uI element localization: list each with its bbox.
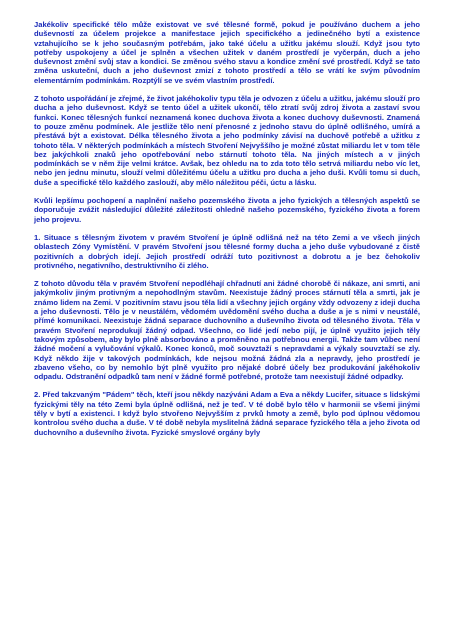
paragraph-5: Z tohoto důvodu těla v pravém Stvoření nepodléhají chřadnutí ani žádné chorobě či nákaze, ani smrti, ani jakýmkoliv jiným protivným a nepohodlným stavům. Neexistuje žádný proces stárnutí těla a smrti, jak je známo lidem na Zemi. V pozitivním stavu jsou těla lidí a všechny jejich orgány vždy odvozeny z ideji ducha a jeho duševnosti. Tělo je v neustálém, vědomém uvědomění svého ducha a duše a je s nimi v neustálé, přímé komunikaci. Neexistuje žádná separace duchovního a duševního života od tělesného života. Těla v pravém Stvoření neprodukují žádný odpad. Všechno, co lidé jedí nebo pijí, je úplně využito jejich těly takovým způsobem, aby bylo plně absorbováno a proměněno na potřebnou energii. Takže tam vůbec není žádné močení a vylučování výkalů. Konec konců, moč souvztaží s nepravdami a výkaly souvztaží se zly. Když někdo žije v takových podmínkách, kde nejsou možná žádná zla a nepravdy, jeho prostředí je zbaveno všeho, co by nemohlo být plně využito pro nějaké dobré účely bez produkování jakéhokoliv odpadu. Odstranění odpadků tam není v žádné formě potřebné, protože tam neexistují žádné odpadky.: [34, 279, 420, 382]
paragraph-2: Z tohoto uspořádání je zřejmé, že život jakéhokoliv typu těla je odvozen z účelu a užitku, jakému slouží pro ducha a jeho duševnost. Když se tento účel a užitek ukončí, tělo ztratí svůj zdroj života a zastaví svou funkci. Konec tělesných funkcí neznamená konec duchova života a konec duchovy duševnosti. Znamená to pouze změnu podmínek. Ale jestliže tělo není přenosné z jednoho stavu do úplně odlišného, umírá a přestává být a existovat. Délka tělesného života a jeho podmínky závisí na duchově potřebě a užitku z tohoto těla. V některých podmínkách a místech Stvoření Nejvyššího je možné zůstat miliardu let v tom těle bez jakýchkoli znaků jeho opotřebování nebo stárnutí tohoto těla. Na jiných místech a v jiných podmínkách se v něm žije velmi krátce. Avšak, bez ohledu na to zda toto tělo setrvá miliardu nebo víc let, nebo jen jednu minutu, slouží velmi důležitému účelu a užitku pro ducha a jeho duši. Kvůli tomu si duch, duše a specifické tělo každého zaslouží, aby mělo náležitou péči, úctu a lásku.: [34, 94, 420, 187]
paragraph-1: Jakékoliv specifické tělo může existovat ve své tělesné formě, pokud je používáno duchem a jeho duševností za účelem projekce a manifestace jejich specifického a jedinečného bytí a existence vztahujícího se k jeho současným potřebám, jako také účelu a užitku jakému slouží. Když jsou tyto potřeby uspokojeny a účel je splněn a všechen užitek v daném prostředí je vyčerpán, duch a jeho duševnost změní svůj stav a kondici. Se změnou svého stavu a kondice změní své prostředí. Když se tato změna uskuteční, duch a jeho duševnost zmizí z tohoto prostředí a tělo se vrátí ke svým původním elementárním podmínkám. Rozptýlí se ve svém vlastním prostředí.: [34, 20, 420, 85]
paragraph-4: 1. Situace s tělesným životem v pravém Stvoření je úplně odlišná než na této Zemi a ve všech jiných oblastech Zóny Vymístění. V pravém Stvoření jsou tělesné formy ducha a jeho duše vybudované z čistě pozitivních a dobrých idejí. Jejich prostředí odráží tuto pozitivnost a dobrotu a je bez čehokoliv protivného, negativního, destruktivního či zlého.: [34, 232, 420, 270]
paragraph-3: Kvůli lepšímu pochopení a naplnění našeho pozemského života a jeho fyzických a tělesných aspektů se doporučuje zvážit následující důležité záležitosti ohledně našeho pozemského, fyzického života a forem jeho projevu.: [34, 196, 420, 224]
paragraph-6: 2. Před takzvaným "Pádem" těch, kteří jsou někdy nazýváni Adam a Eva a někdy Lucifer, situace s lidskými fyzickými těly na této Zemi byla úplně odlišná, než je teď. V té době bylo tělo v harmonii se všemi jinými těly v bytí a existenci. I když bylo stvořeno Nejvyšším z prvků hmoty a země, bylo pod úplnou vědomou kontrolou svého ducha a duše. V té době nebyla myslitelná žádná separace fyzického těla a jeho života od duchovního a duševního života. Fyzické smyslové orgány byly: [34, 390, 420, 437]
